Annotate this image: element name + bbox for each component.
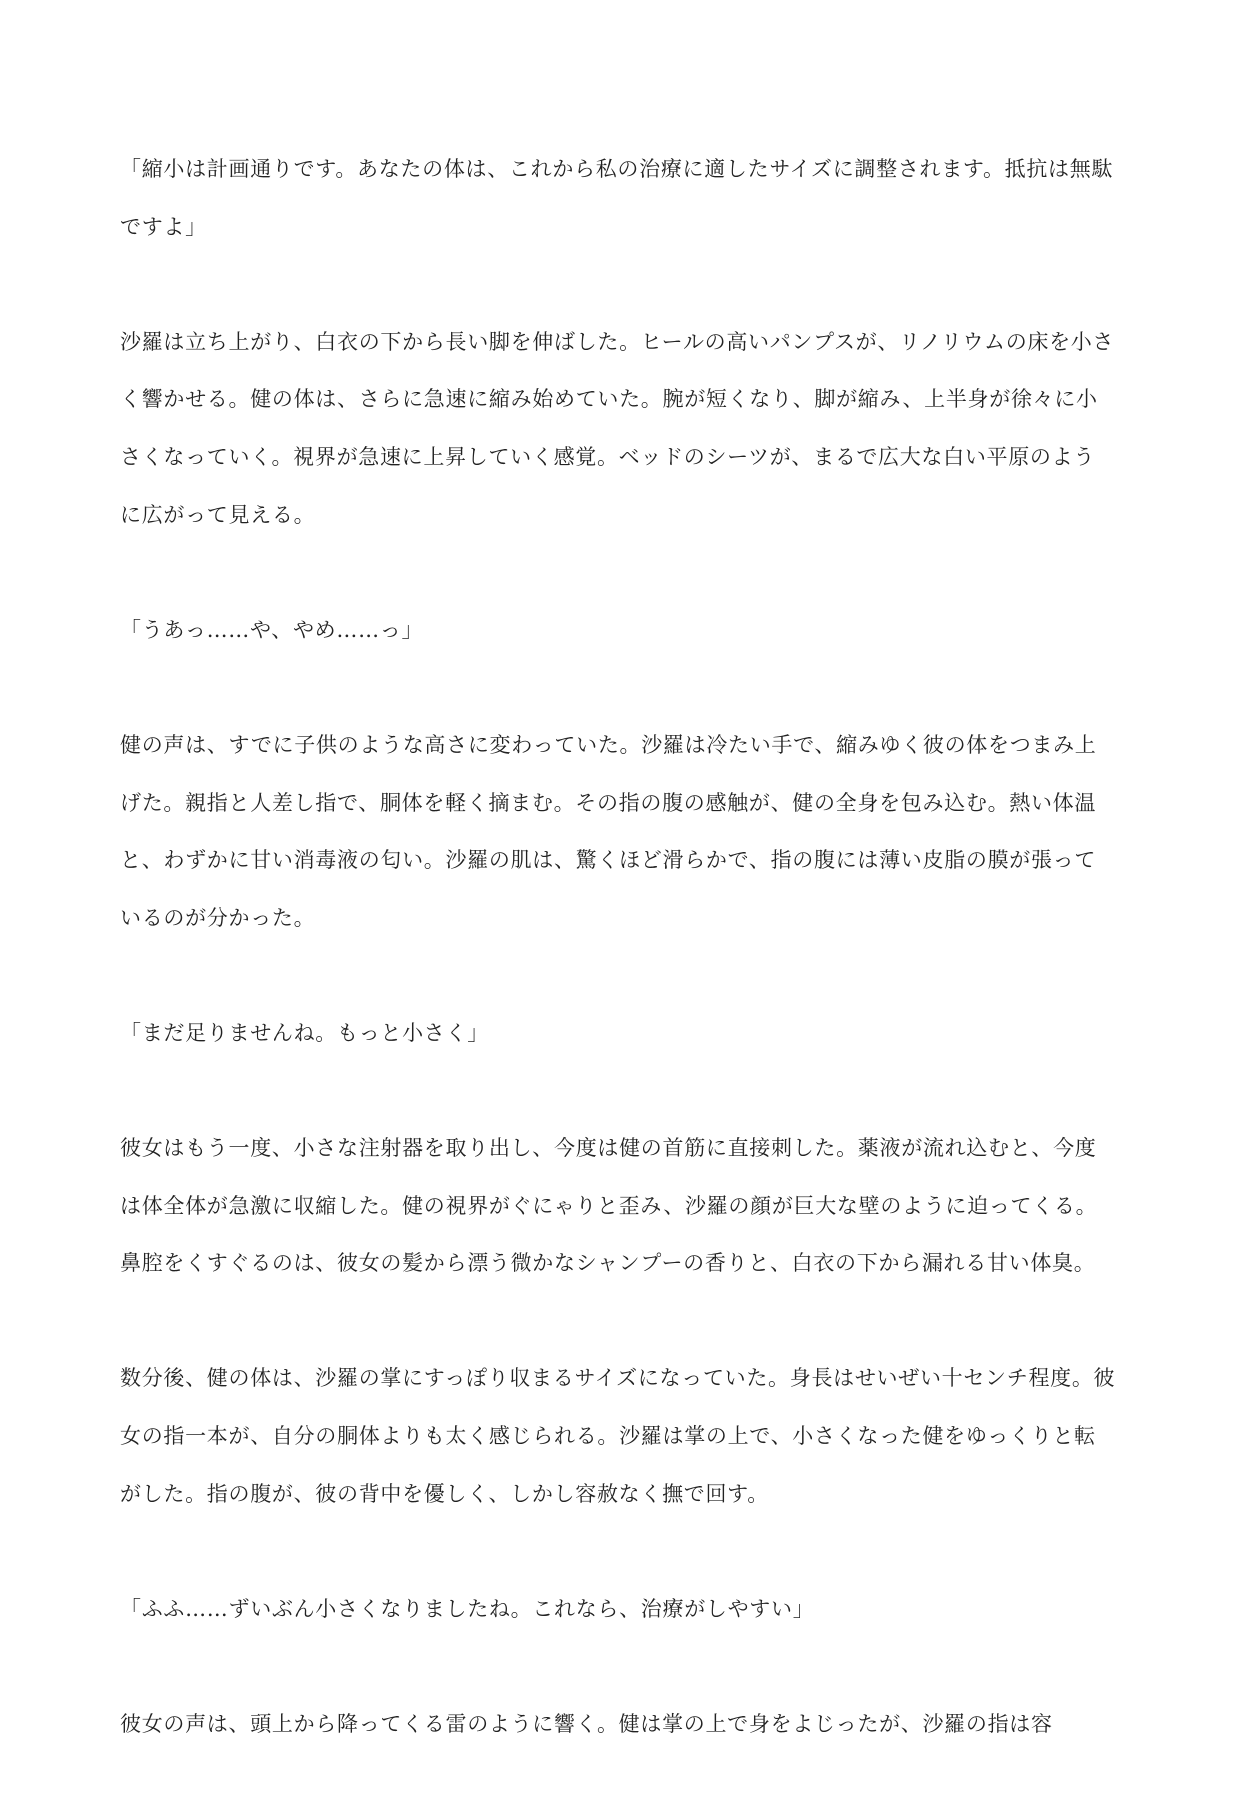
dialogue-paragraph: 「まだ足りませんね。もっと小さく」 [120,1020,489,1045]
narrative-paragraph: 数分後、健の体は、沙羅の掌にすっぽり収まるサイズになっていた。身長はせいぜい十センチ程度。彼女の指一本が、自分の胴体よりも太く感じられる。沙羅は掌の上で、小さくなった健をゆっくりと転がした。指の腹が、彼の背中を優しく、しかし容赦なく撫で回す。 [120,1366,1116,1506]
narrative-paragraph: 健の声は、すでに子供のような高さに変わっていた。沙羅は冷たい手で、縮みゆく彼の体をつまみ上げた。親指と人差し指で、胴体を軽く摘まむ。その指の腹の感触が、健の全身を包み込む。熱い体温と、わずかに甘い消毒液の匂い。沙羅の肌は、驚くほど滑らかで、指の腹には薄い皮脂の膜が張っているのが分かった。 [120,732,1097,930]
dialogue-paragraph: 「縮小は計画通りです。あなたの体は、これから私の治療に適したサイズに調整されます。抵抗は無駄ですよ」 [120,157,1114,239]
dialogue-paragraph: 「うあっ……や、やめ……っ」 [120,617,424,642]
narrative-paragraph: 彼女はもう一度、小さな注射器を取り出し、今度は健の首筋に直接刺した。薬液が流れ込むと、今度は体全体が急激に収縮した。健の視界がぐにゃりと歪み、沙羅の顔が巨大な壁のように迫ってくる。鼻腔をくすぐるのは、彼女の髪から漂う微かなシャンプーの香りと、白衣の下から漏れる甘い体臭。 [120,1136,1098,1276]
dialogue-paragraph: 「ふふ……ずいぶん小さくなりましたね。これなら、治療がしやすい」 [120,1596,815,1621]
document-body [120,141,1116,1811]
narrative-paragraph: 彼女の声は、頭上から降ってくる雷のように響く。健は掌の上で身をよじったが、沙羅の指は容 [120,1712,1053,1737]
narrative-paragraph: 沙羅は立ち上がり、白衣の下から長い脚を伸ばした。ヒールの高いパンプスが、リノリウムの床を小さく響かせる。健の体は、さらに急速に縮み始めていた。腕が短くなり、脚が縮み、上半身が徐々に小さくなっていく。視界が急速に上昇していく感覚。ベッドのシーツが、まるで広大な白い平原のように広がって見える。 [120,329,1115,527]
